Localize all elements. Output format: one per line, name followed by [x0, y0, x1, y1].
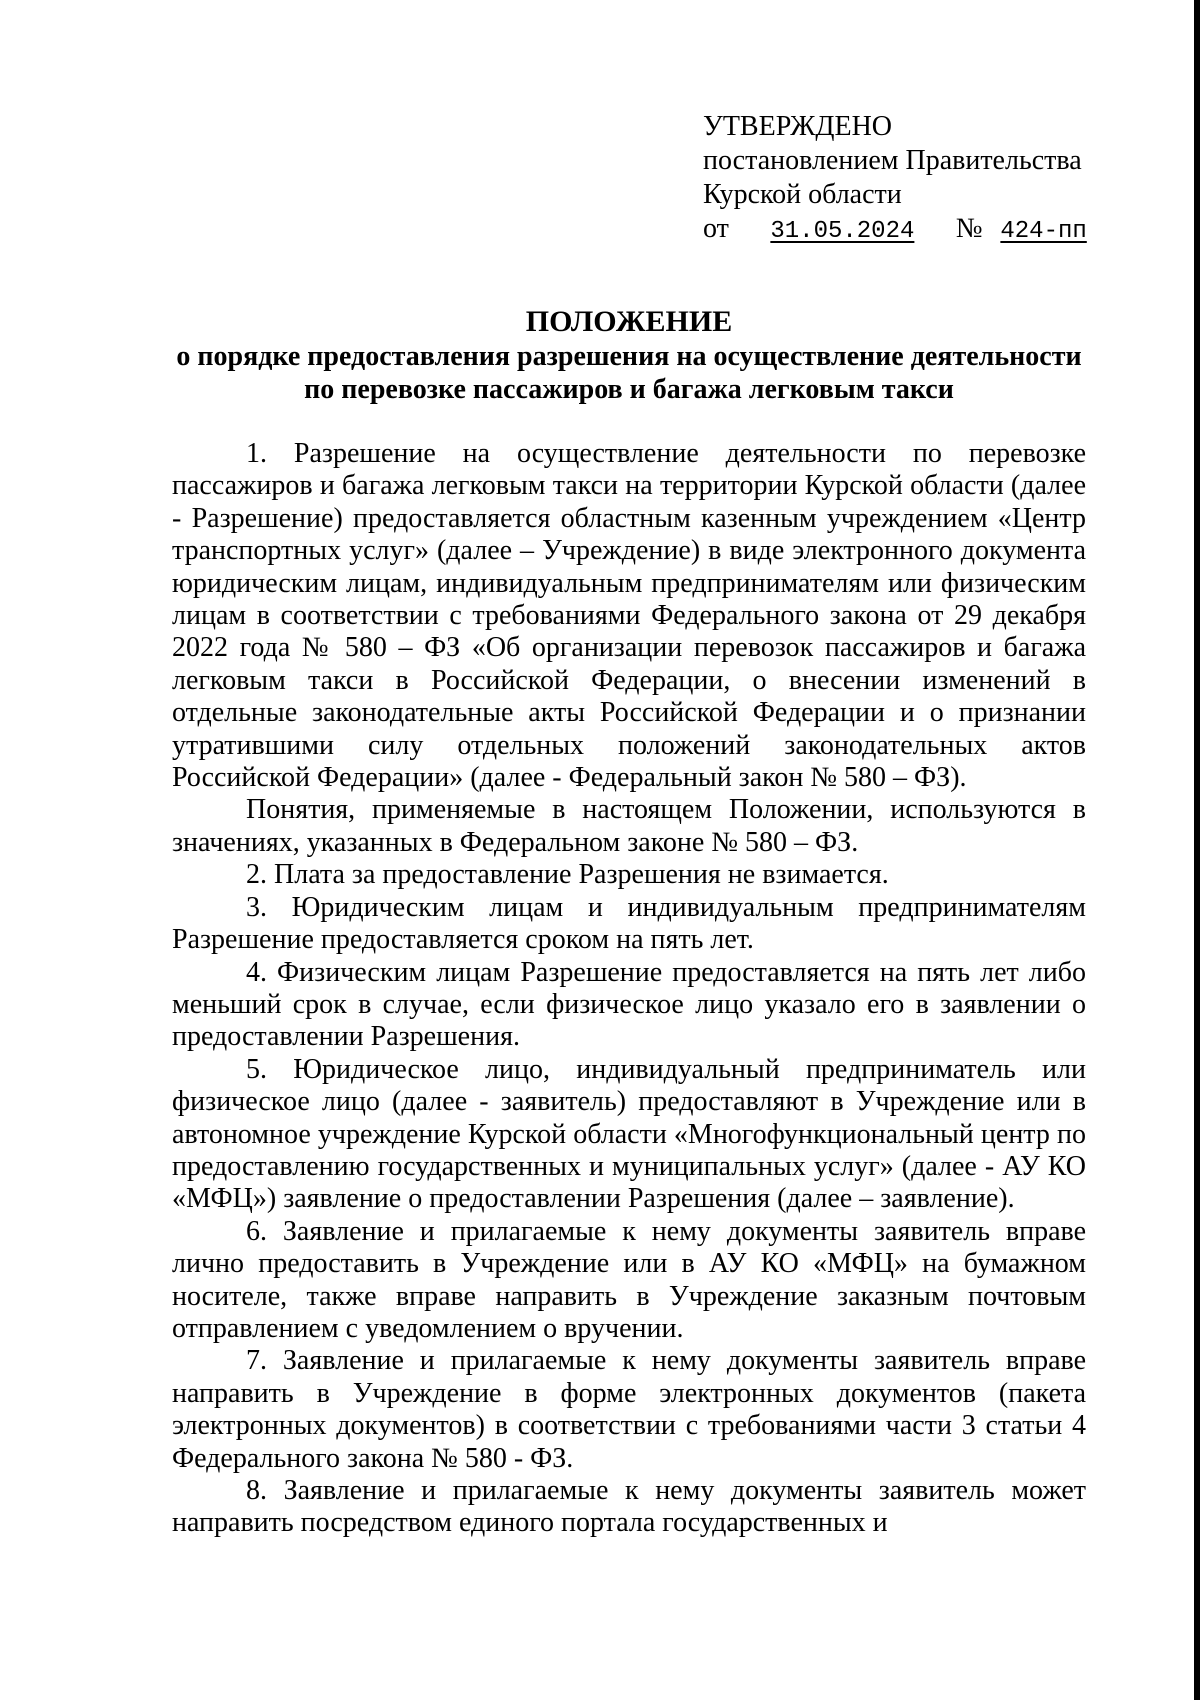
approval-issuer-line: постановлением Правительства — [703, 145, 1082, 176]
document-title: ПОЛОЖЕНИЕ — [525, 305, 733, 338]
paragraph-4: 4. Физическим лицам Разрешение предоставляется на пять лет либо меньший срок в случае, если физическое лицо указало его в заявлении о предоставлении Разрешения. — [172, 956, 1086, 1053]
approval-region-line: Курской области — [703, 179, 902, 210]
paragraph-1: 1. Разрешение на осуществление деятельности по перевозке пассажиров и багажа легковым такси на территории Курской области (далее - Разрешение) предоставляется областным казенным учреждением «Центр транспортных услуг» (далее – Учреждение) в виде электронного документа юридическим лицам, индивидуальным предпринимателям или физическим лицам в соответствии с требованиями Федерального закона от 29 декабря 2022 года № 580 – ФЗ «Об организации перевозок пассажиров и багажа легковым такси в Российской Федерации, о внесении изменений в отдельные законодательные акты Российской Федерации и о признании утратившими силу отдельных положений законодательных актов Российской Федерации» (далее - Федеральный закон № 580 – ФЗ). — [172, 438, 1086, 794]
document-subtitle: о порядке предоставления разрешения на осуществление деятельности по перевозке пассажиров и багажа легковым такси — [176, 341, 1082, 405]
approval-stamp-block — [703, 110, 1098, 249]
document-body — [172, 438, 1086, 1540]
scan-edge-border — [1194, 0, 1200, 1700]
document-title-block — [172, 305, 1086, 406]
paragraph-3: 3. Юридическим лицам и индивидуальным предпринимателям Разрешение предоставляется сроком на пять лет. — [172, 891, 1086, 956]
approval-number: 424-пп — [1000, 218, 1087, 245]
date-prefix: от — [703, 213, 729, 244]
paragraph-5: 5. Юридическое лицо, индивидуальный предприниматель или физическое лицо (далее - заявитель) предоставляют в Учреждение или в автономное учреждение Курской области «Многофункциональный центр по предоставлению государственных и муниципальных услуг» (далее - АУ КО «МФЦ») заявление о предоставлении Разрешения (далее – заявление). — [172, 1053, 1086, 1215]
approval-heading: УТВЕРЖДЕНО — [703, 111, 893, 142]
paragraph-8: 8. Заявление и прилагаемые к нему документы заявитель может направить посредством единого портала государственных и — [172, 1475, 1086, 1539]
paragraph-definitions: Понятия, применяемые в настоящем Положении, используются в значениях, указанных в Федеральном законе № 580 – ФЗ. — [172, 794, 1086, 858]
approval-date: 31.05.2024 — [770, 218, 915, 245]
paragraph-2: 2. Плата за предоставление Разрешения не взимается. — [246, 859, 889, 891]
number-prefix: № — [955, 213, 983, 244]
approval-date-number-line — [703, 212, 1098, 249]
paragraph-6: 6. Заявление и прилагаемые к нему документы заявитель вправе лично предоставить в Учреждение или в АУ КО «МФЦ» на бумажном носителе, также вправе направить в Учреждение заказным почтовым отправлением с уведомлением о вручении. — [172, 1215, 1086, 1344]
paragraph-7: 7. Заявление и прилагаемые к нему документы заявитель вправе направить в Учреждение в форме электронных документов (пакета электронных документов) в соответствии с требованиями части 3 статьи 4 Федерального закона № 580 - ФЗ. — [172, 1345, 1086, 1474]
